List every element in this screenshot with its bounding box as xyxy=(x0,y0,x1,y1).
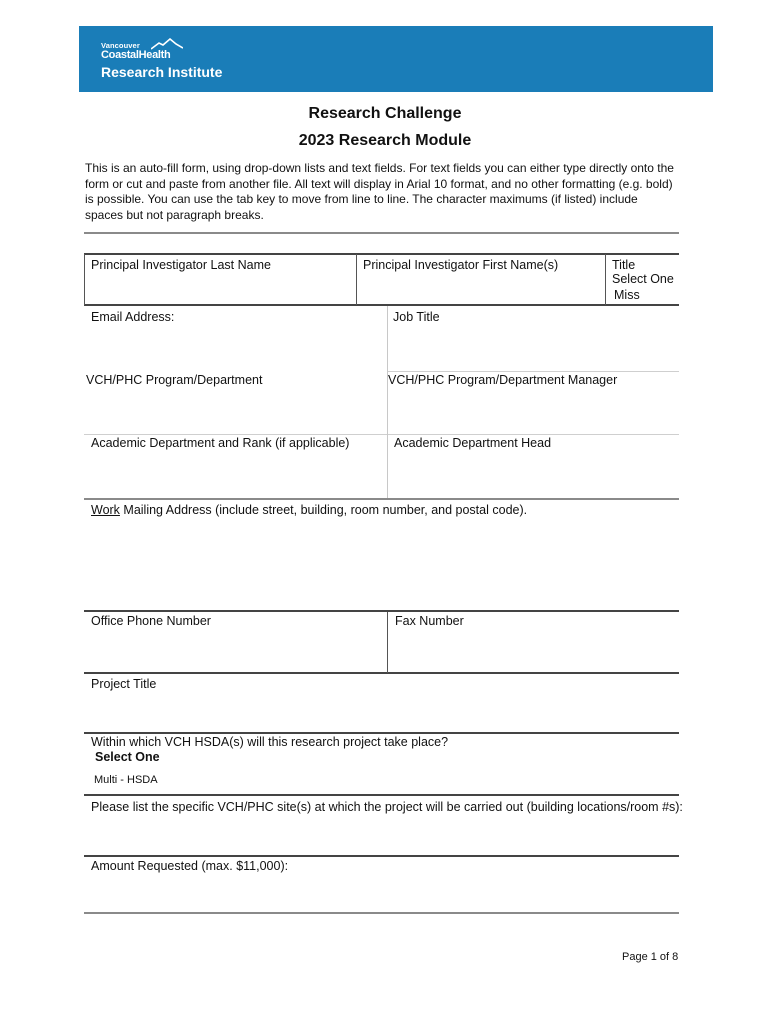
row-rule xyxy=(84,732,679,734)
document-subtitle: 2023 Research Module xyxy=(298,132,472,149)
row-rule xyxy=(84,855,679,857)
title-select-dropdown[interactable]: Select One xyxy=(612,272,674,286)
cell-border xyxy=(387,306,388,498)
cell-border xyxy=(356,254,357,305)
section-rule xyxy=(84,232,679,234)
title-value[interactable]: Miss xyxy=(614,288,640,302)
project-title-field[interactable]: Project Title xyxy=(91,677,157,691)
page-number: Page 1 of 8 xyxy=(622,951,679,963)
hsda-question: Within which VCH HSDA(s) will this research project take place? xyxy=(91,735,449,749)
amount-requested-field[interactable]: Amount Requested (max. $11,000): xyxy=(91,859,289,873)
intro-paragraph: This is an auto-fill form, using drop-down lists and text fields. For text fields you can either type directly onto the form or cut and paste from another file. All text will display in Arial 10 format, and no other formatting (e.g. bold) is possible. You can use the tab key to move from line to line. The character maximums (if listed) include spaces but not paragraph breaks. xyxy=(85,161,674,222)
row-rule xyxy=(84,610,679,612)
logo-line-3: Research Institute xyxy=(101,64,223,80)
fax-number-field[interactable]: Fax Number xyxy=(395,614,464,628)
logo-line-2: CoastalHealth xyxy=(101,49,171,61)
office-phone-field[interactable]: Office Phone Number xyxy=(91,614,211,628)
mailing-address-field[interactable] xyxy=(91,503,527,518)
mailing-address-label: Mailing Address (include street, building, room number, and postal code). xyxy=(119,503,528,517)
academic-department-field[interactable]: Academic Department and Rank (if applicable) xyxy=(91,436,350,450)
row-rule xyxy=(84,794,679,796)
row-rule-thin xyxy=(84,434,679,435)
project-sites-field[interactable]: Please list the specific VCH/PHC site(s) at which the project will be carried out (building locations/room #s): xyxy=(91,800,683,814)
row-rule-thin xyxy=(388,371,679,372)
pi-first-name-field[interactable]: Principal Investigator First Name(s) xyxy=(363,258,559,272)
row-rule xyxy=(84,672,679,674)
header-banner xyxy=(79,26,713,92)
document-title: Research Challenge xyxy=(308,105,462,122)
mailing-address-emphasis: Work xyxy=(91,503,120,517)
cell-border xyxy=(387,612,388,673)
hsda-select-dropdown[interactable]: Select One xyxy=(95,750,160,764)
row-rule xyxy=(84,304,679,306)
pi-last-name-field[interactable]: Principal Investigator Last Name xyxy=(91,258,271,272)
table-top-rule xyxy=(84,253,679,255)
table-bottom-rule xyxy=(84,912,679,914)
logo-line-1: Vancouver xyxy=(101,41,140,50)
program-manager-field[interactable]: VCH/PHC Program/Department Manager xyxy=(388,373,618,387)
cell-border xyxy=(84,254,85,305)
hsda-value[interactable]: Multi - HSDA xyxy=(94,774,158,786)
cell-border xyxy=(605,254,606,305)
academic-head-field[interactable]: Academic Department Head xyxy=(394,436,552,450)
row-rule xyxy=(84,498,679,500)
program-department-field[interactable]: VCH/PHC Program/Department xyxy=(86,373,263,387)
job-title-field[interactable]: Job Title xyxy=(393,310,440,324)
title-label: Title xyxy=(612,258,636,272)
email-field[interactable]: Email Address: xyxy=(91,310,175,324)
